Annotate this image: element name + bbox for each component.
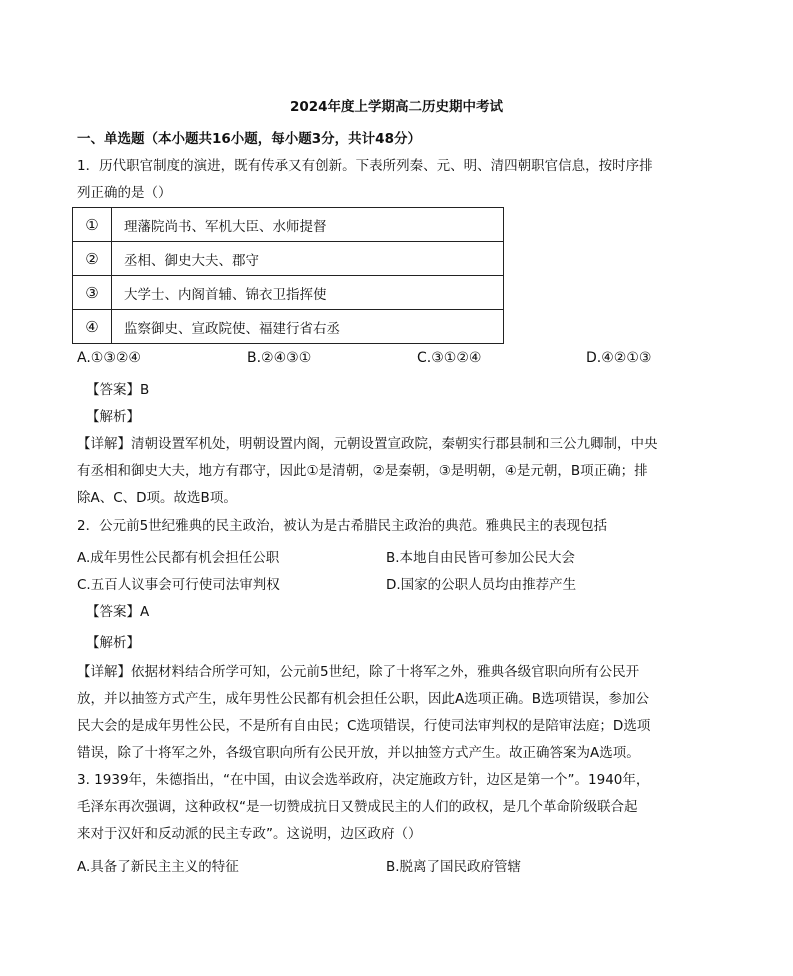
- table-cell-number: ①: [73, 208, 112, 242]
- q1-option-b: B.②④③①: [247, 350, 312, 366]
- table-row: [73, 276, 504, 310]
- q2-option-d: D.国家的公职人员均由推荐产生: [386, 577, 577, 593]
- table-cell-number: ②: [73, 242, 112, 276]
- section-heading: 一、单选题（本小题共16小题，每小题3分，共计48分）: [77, 131, 421, 147]
- table-cell-officials: 监察御史、宣政院使、福建行省右丞: [112, 310, 504, 344]
- q1-answer: 【答案】B: [86, 382, 150, 398]
- q1-detail-line2: 有丞相和御史大夫，地方有郡守，因此①是清朝，②是秦朝，③是明朝，④是元朝，B项正确；排: [77, 463, 648, 479]
- q1-officials-table: [72, 207, 504, 344]
- q1-analysis-label: 【解析】: [86, 409, 140, 425]
- table-row: [73, 208, 504, 242]
- q1-stem-line1: 1．历代职官制度的演进，既有传承又有创新。下表所列秦、元、明、清四朝职官信息，按时序排: [77, 158, 653, 174]
- q3-stem-line3: 来对于汉奸和反动派的民主专政”。这说明，边区政府（）: [77, 826, 422, 842]
- q3-option-b: B.脱离了国民政府管辖: [386, 859, 522, 875]
- q2-option-a: A.成年男性公民都有机会担任公职: [77, 550, 280, 566]
- q3-option-a: A.具备了新民主主义的特征: [77, 859, 239, 875]
- table-cell-number: ③: [73, 276, 112, 310]
- table-row: [73, 242, 504, 276]
- q1-option-c: C.③①②④: [417, 350, 482, 366]
- q1-option-a: A.①③②④: [77, 350, 141, 366]
- exam-title: 2024年度上学期高二历史期中考试: [289, 99, 504, 115]
- q1-detail-line3: 除A、C、D项。故选B项。: [77, 490, 237, 506]
- q2-detail-line2: 放，并以抽签方式产生，成年男性公民都有机会担任公职，因此A选项正确。B选项错误，参加公: [77, 691, 649, 707]
- q3-stem-line2: 毛泽东再次强调，这种政权“是一切赞成抗日又赞成民主的人们的政权，是几个革命阶级联合起: [77, 799, 638, 815]
- q1-detail-line1: 【详解】清朝设置军机处，明朝设置内阁，元朝设置宣政院，秦朝实行郡县制和三公九卿制，中央: [77, 436, 658, 452]
- table-cell-officials: 理藩院尚书、军机大臣、水师提督: [112, 208, 504, 242]
- q2-option-b: B.本地自由民皆可参加公民大会: [386, 550, 576, 566]
- q2-detail-line1: 【详解】依据材料结合所学可知，公元前5世纪，除了十将军之外，雅典各级官职向所有公民开: [77, 664, 640, 680]
- q2-option-c: C.五百人议事会可行使司法审判权: [77, 577, 280, 593]
- table-cell-number: ④: [73, 310, 112, 344]
- q1-option-d: D.④②①③: [586, 350, 652, 366]
- q2-detail-line4: 错误，除了十将军之外，各级官职向所有公民开放，并以抽签方式产生。故正确答案为A选项。: [77, 745, 640, 761]
- table-cell-officials: 大学士、内阁首辅、锦衣卫指挥使: [112, 276, 504, 310]
- table-row: [73, 310, 504, 344]
- q2-detail-line3: 民大会的是成年男性公民，不是所有自由民；C选项错误，行使司法审判权的是陪审法庭；D选项: [77, 718, 651, 734]
- table-cell-officials: 丞相、御史大夫、郡守: [112, 242, 504, 276]
- q1-stem-line2: 列正确的是（）: [77, 185, 172, 201]
- q3-stem-line1: 3. 1939年，朱德指出，“在中国，由议会选举政府，决定施政方针，边区是第一个”。1940年，: [77, 772, 650, 788]
- q2-analysis-label: 【解析】: [86, 635, 140, 651]
- q2-answer: 【答案】A: [86, 604, 150, 620]
- q2-stem: 2．公元前5世纪雅典的民主政治，被认为是古希腊民主政治的典范。雅典民主的表现包括: [77, 518, 608, 534]
